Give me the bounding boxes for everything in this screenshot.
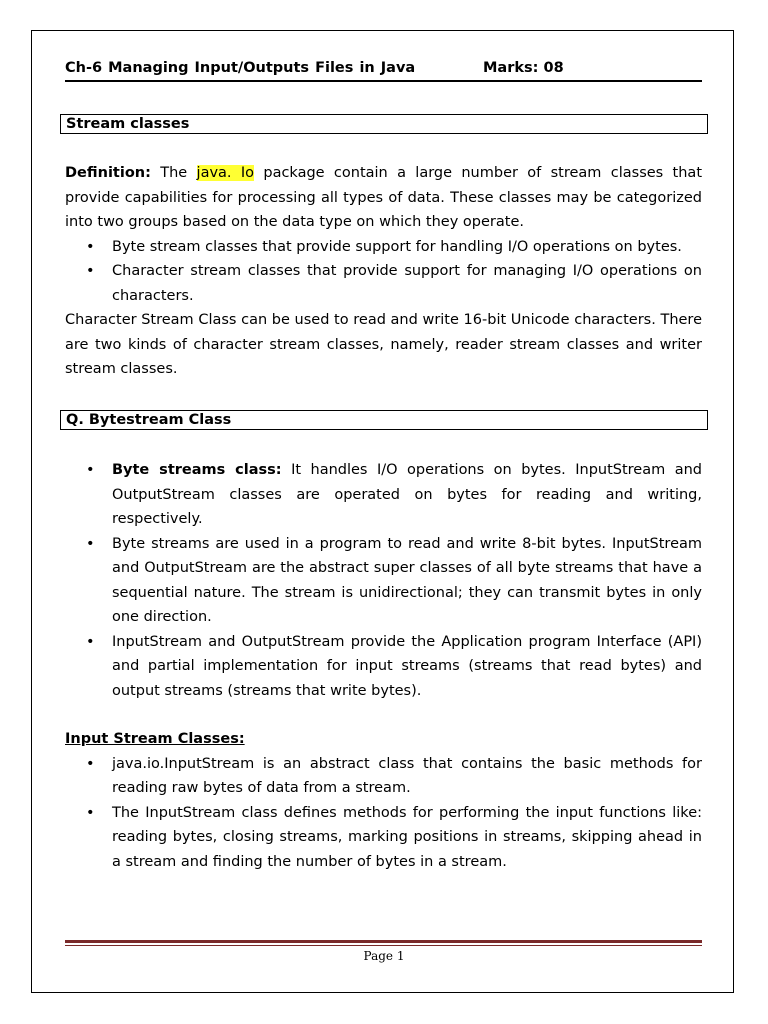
byte-streams-label: Byte streams class:	[112, 462, 282, 478]
section-heading-stream-classes	[60, 114, 708, 134]
list-item-text: Character stream classes that provide support for managing I/O operations on characters.	[112, 263, 702, 304]
list-item-text: The InputStream class defines methods for performing the input functions like: reading bytes, closing streams, marking positions in streams, skipping ahead in a stream and finding the number of bytes in a stream.	[112, 804, 702, 870]
input-stream-list	[65, 752, 702, 875]
bullet-icon: •	[86, 238, 95, 255]
bullet-icon: •	[86, 263, 95, 279]
definition-paragraph	[65, 161, 702, 235]
list-item	[65, 532, 702, 630]
bullet-icon: •	[86, 633, 95, 650]
section-heading-text: Q. Bytestream Class	[66, 412, 232, 428]
list-item	[65, 259, 702, 308]
highlighted-package-name: java. Io	[196, 165, 255, 181]
definition-label: Definition:	[65, 165, 151, 181]
list-item-text: InputStream and OutputStream provide the Application program Interface (API) and partial implementation for input streams (streams that read bytes) and output streams (streams that write bytes).	[112, 633, 702, 699]
section-input-stream-classes	[65, 727, 702, 874]
character-stream-paragraph: Character Stream Class can be used to read and write 16-bit Unicode characters. There are two kinds of character stream classes, namely, reader stream classes and writer stream classes.	[65, 312, 702, 377]
bullet-icon: •	[86, 535, 95, 552]
list-item	[65, 752, 702, 801]
chapter-title: Ch-6 Managing Input/Outputs Files in Java	[65, 60, 416, 76]
footer-rule-thin	[65, 945, 702, 946]
input-stream-heading: Input Stream Classes:	[65, 731, 245, 747]
section-heading-bytestream-class	[60, 410, 708, 430]
bullet-icon: •	[86, 804, 95, 821]
bullet-icon: •	[86, 462, 95, 478]
definition-text: package contain a large number of stream classes that provide capabilities for processing all types of data. These classes may be categorized into two groups based on the data type on which they operate.	[65, 165, 703, 230]
list-item	[65, 801, 702, 875]
list-item-text: Byte stream classes that provide support for handling I/O operations on bytes.	[112, 238, 682, 255]
page-number: Page 1	[363, 949, 405, 963]
list-item-text: Byte streams are used in a program to read and write 8-bit bytes. InputStream and OutputStream are the abstract super classes of all byte streams that have a sequential nature. The stream is unidirectional; they can transmit bytes in only one direction.	[112, 535, 702, 625]
page-header	[65, 58, 702, 82]
bytestream-list	[65, 458, 702, 703]
footer-rule-thick	[65, 940, 702, 943]
list-item-text: It handles I/O operations on bytes. InputStream and OutputStream classes are operated on bytes for reading and writing, respectively.	[112, 462, 702, 527]
section-heading-text: Stream classes	[66, 116, 190, 132]
definition-pre: The	[150, 165, 197, 181]
section-stream-classes-body	[65, 161, 702, 382]
section-bytestream-body	[65, 458, 702, 703]
list-item	[65, 630, 702, 704]
list-item-text: java.io.InputStream is an abstract class that contains the basic methods for reading raw bytes of data from a stream.	[112, 755, 702, 796]
stream-types-list	[65, 235, 702, 309]
marks-label: Marks: 08	[483, 60, 564, 76]
list-item	[65, 235, 702, 260]
bullet-icon: •	[86, 755, 95, 772]
list-item	[65, 458, 702, 532]
